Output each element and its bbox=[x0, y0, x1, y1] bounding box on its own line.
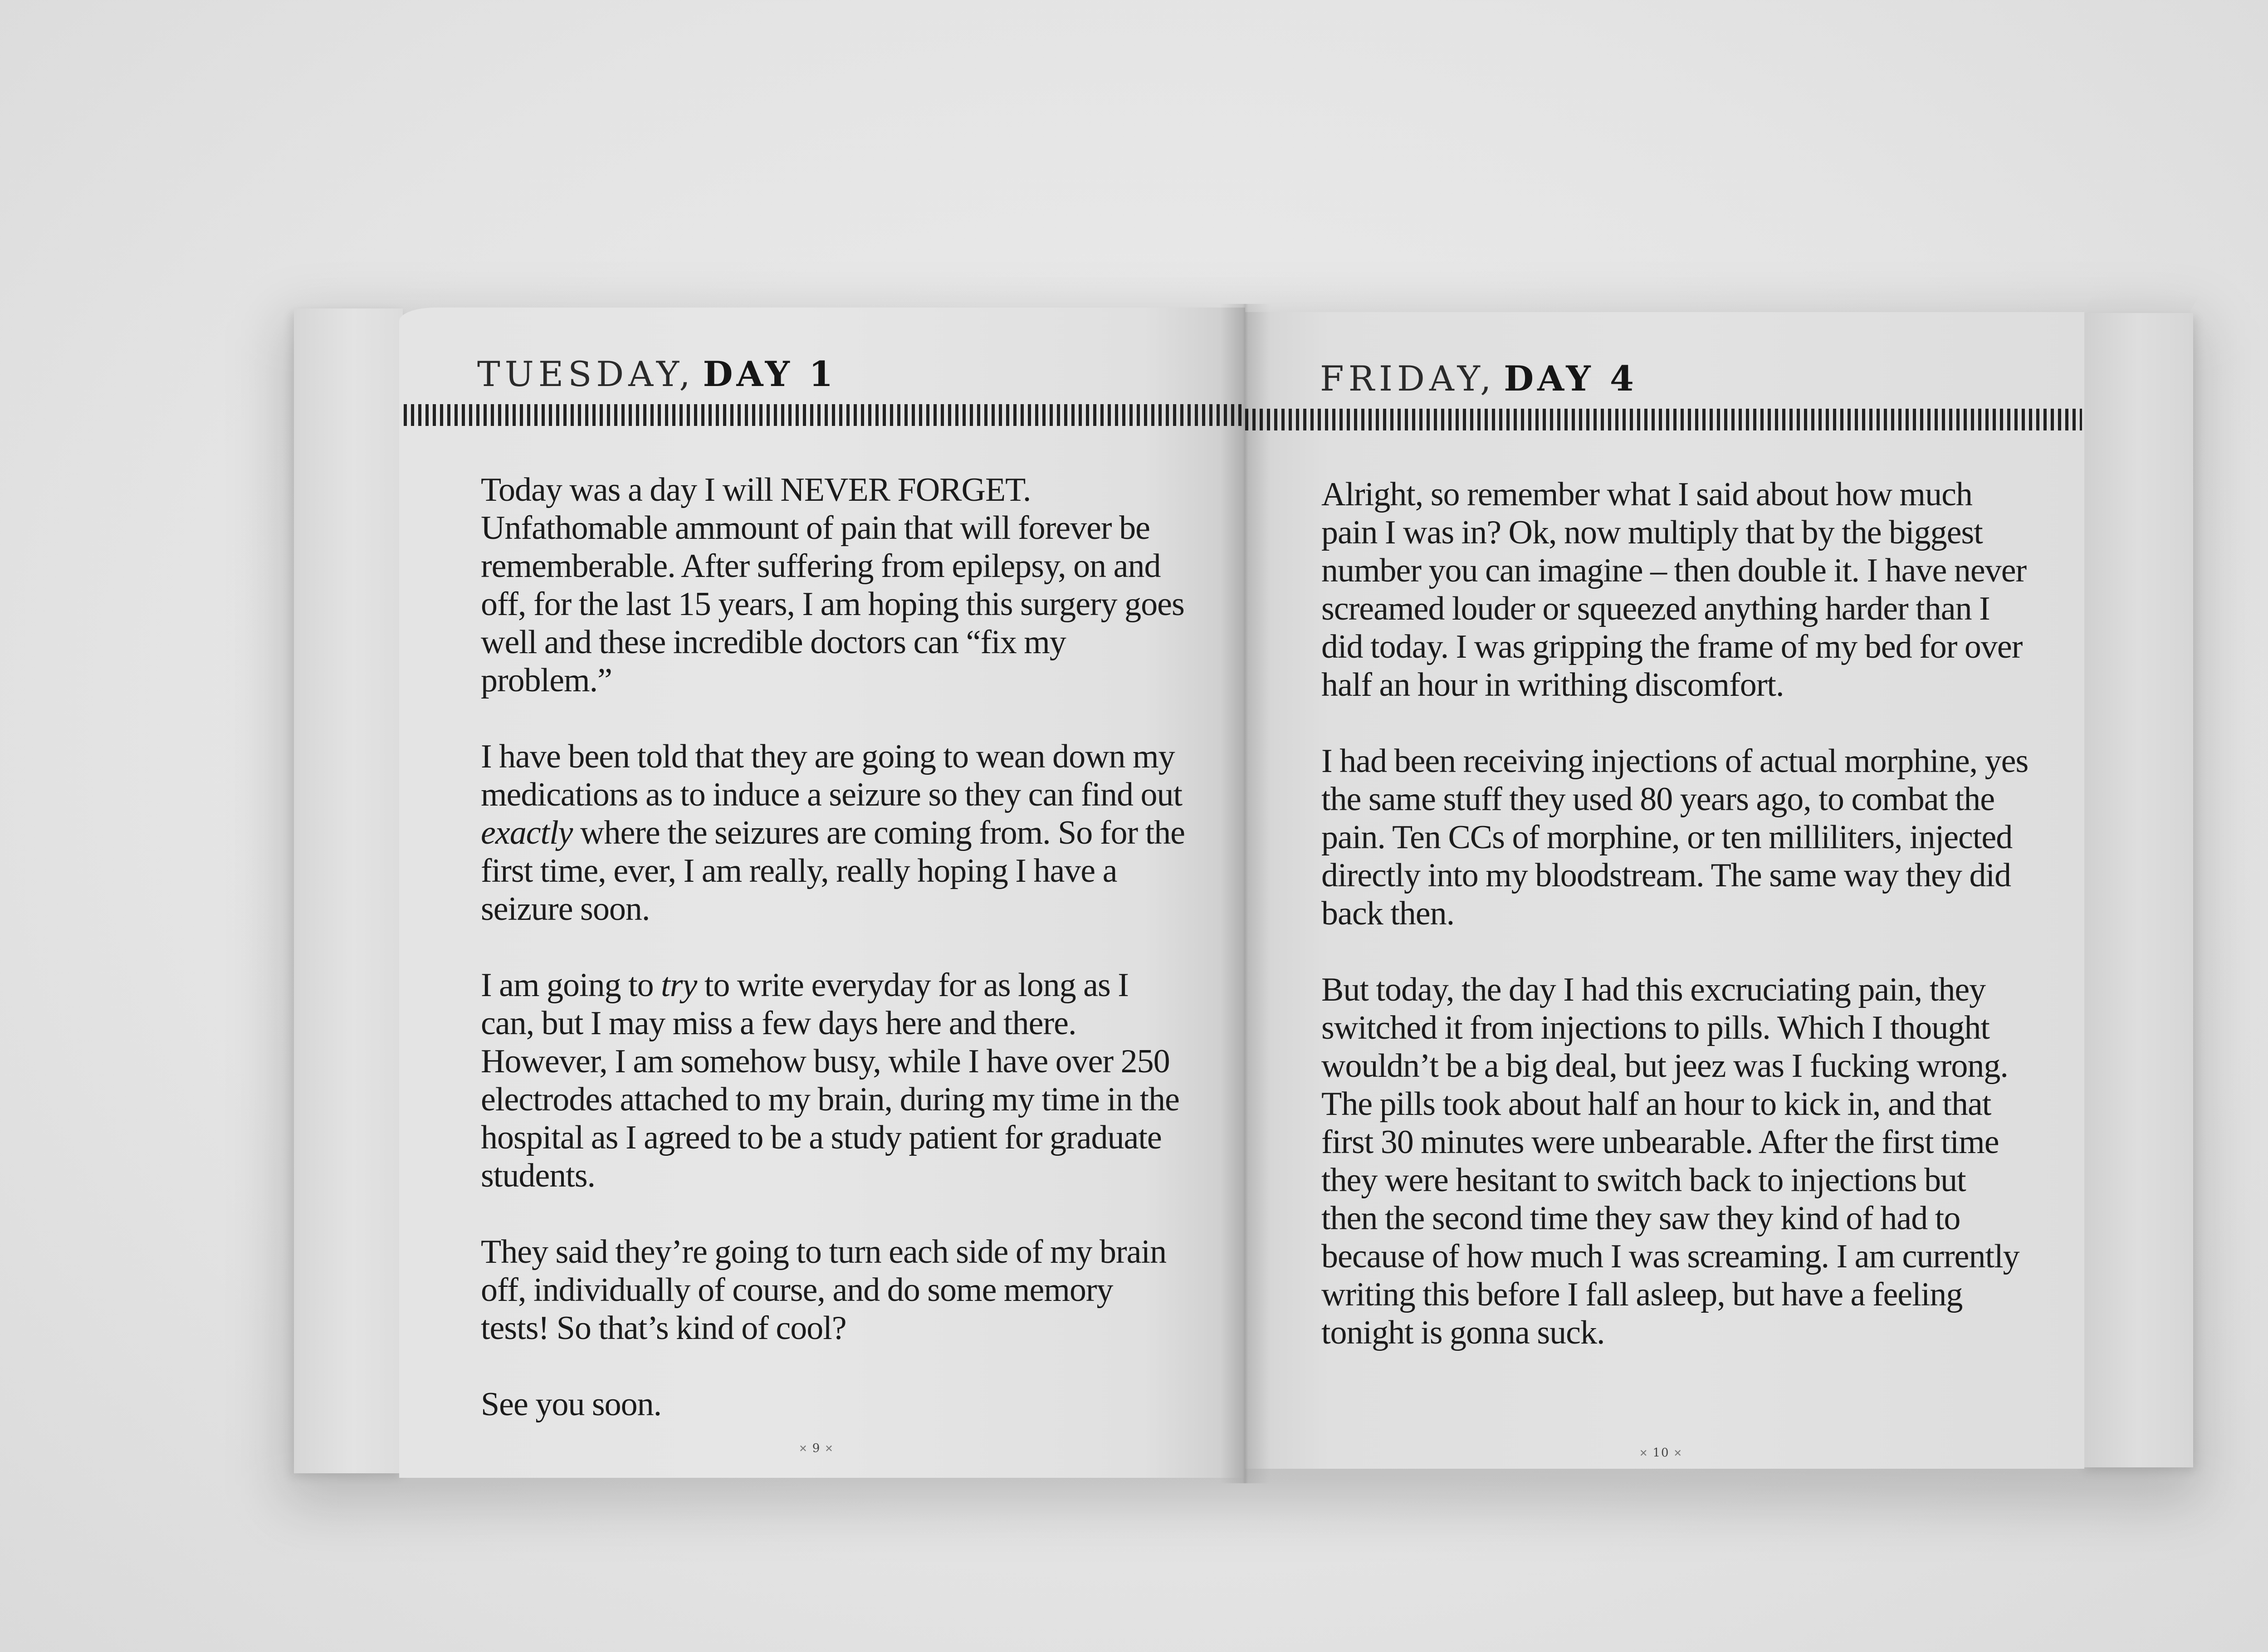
right-page-header bbox=[1320, 354, 1637, 404]
emphasized-text: exactly bbox=[481, 814, 573, 851]
right-page-number-text: 10 bbox=[1652, 1446, 1670, 1460]
paragraph-text: I have been told that they are going to wean down my medications as to induce a seizure so they can find out bbox=[481, 738, 1183, 813]
left-barcode-rule bbox=[404, 404, 1245, 426]
paragraph-text: They said they’re going to turn each side of my brain off, individually of course, and do some memory tests! So that’s kind of cool? bbox=[481, 1233, 1167, 1347]
right-page bbox=[1245, 312, 2084, 1469]
paragraph-text: Today was a day I will NEVER FORGET. Unfathomable ammount of pain that will forever be rememberable. After suffering from epilepsy, on and off, for the last 15 years, I am hoping this surgery goes well and these incredible doctors can “fix my problem.” bbox=[481, 471, 1184, 699]
left-page-number-text: 9 bbox=[812, 1442, 821, 1455]
left-paragraph bbox=[481, 966, 1188, 1195]
right-page-number bbox=[1616, 1446, 1706, 1460]
left-paragraph bbox=[481, 1233, 1188, 1347]
paragraph-text: See you soon. bbox=[481, 1386, 662, 1423]
paragraph-text: where the seizures are coming from. So for the first time, ever, I am really, really hoping I have a seizure soon. bbox=[481, 814, 1185, 928]
left-page-number bbox=[771, 1442, 862, 1455]
right-paragraph: I had been receiving injections of actual morphine, yes the same stuff they used 80 years ago, to combat the pain. Ten CCs of morphine, or ten milliliters, injected directly into my bloodstream. The same way they did back then. bbox=[1321, 743, 2028, 932]
left-page bbox=[399, 308, 1245, 1478]
left-paragraph bbox=[481, 471, 1188, 699]
folio-ornament-right: ✕ bbox=[821, 1443, 834, 1455]
right-barcode-rule bbox=[1245, 409, 2082, 430]
left-paragraph bbox=[481, 1385, 1188, 1423]
left-body-text bbox=[481, 471, 1188, 1461]
folio-ornament-left: ✕ bbox=[1639, 1448, 1653, 1459]
folio-ornament-right: ✕ bbox=[1669, 1448, 1683, 1459]
emphasized-text: try bbox=[661, 967, 697, 1004]
paragraph-text: I am going to bbox=[481, 967, 661, 1004]
left-page-edges bbox=[294, 308, 403, 1473]
left-day-label: DAY 1 bbox=[703, 354, 837, 394]
left-weekday: TUESDAY, bbox=[477, 354, 695, 394]
right-day-label: DAY 4 bbox=[1504, 358, 1637, 399]
right-paragraph: But today, the day I had this excruciating pain, they switched it from injections to pills. Which I thought wouldn’t be a big deal, but jeez was I fucking wrong. The pills took about half an hour to kick in, and that first 30 minutes were unbearable. After the first time they were hesitant to switch back to injections but then the second time they saw they kind of had to because of how much I was screaming. I am currently writing this before I fall asleep, but have a feeling tonight is gonna suck. bbox=[1321, 971, 2019, 1351]
right-paragraph: Alright, so remember what I said about how much pain I was in? Ok, now multiply that by the biggest number you can imagine – then double it. I have never screamed louder or squeezed anything harder than I did today. I was gripping the frame of my bed for over half an hour in writhing discomfort. bbox=[1321, 476, 2027, 704]
left-paragraph bbox=[481, 738, 1188, 928]
left-page-header bbox=[477, 349, 836, 399]
right-weekday: FRIDAY, bbox=[1320, 358, 1496, 399]
right-page-edges bbox=[2082, 313, 2193, 1467]
right-cover-top-edge bbox=[2082, 295, 2200, 314]
folio-ornament-left: ✕ bbox=[799, 1443, 812, 1455]
right-body-text bbox=[1321, 475, 2029, 1390]
paragraph-text: to write everyday for as long as I can, but I may miss a few days here and there. However, I am somehow busy, while I have over 250 electrodes attached to my brain, during my time in the hospital as I agreed to be a study patient for graduate students. bbox=[481, 967, 1179, 1194]
